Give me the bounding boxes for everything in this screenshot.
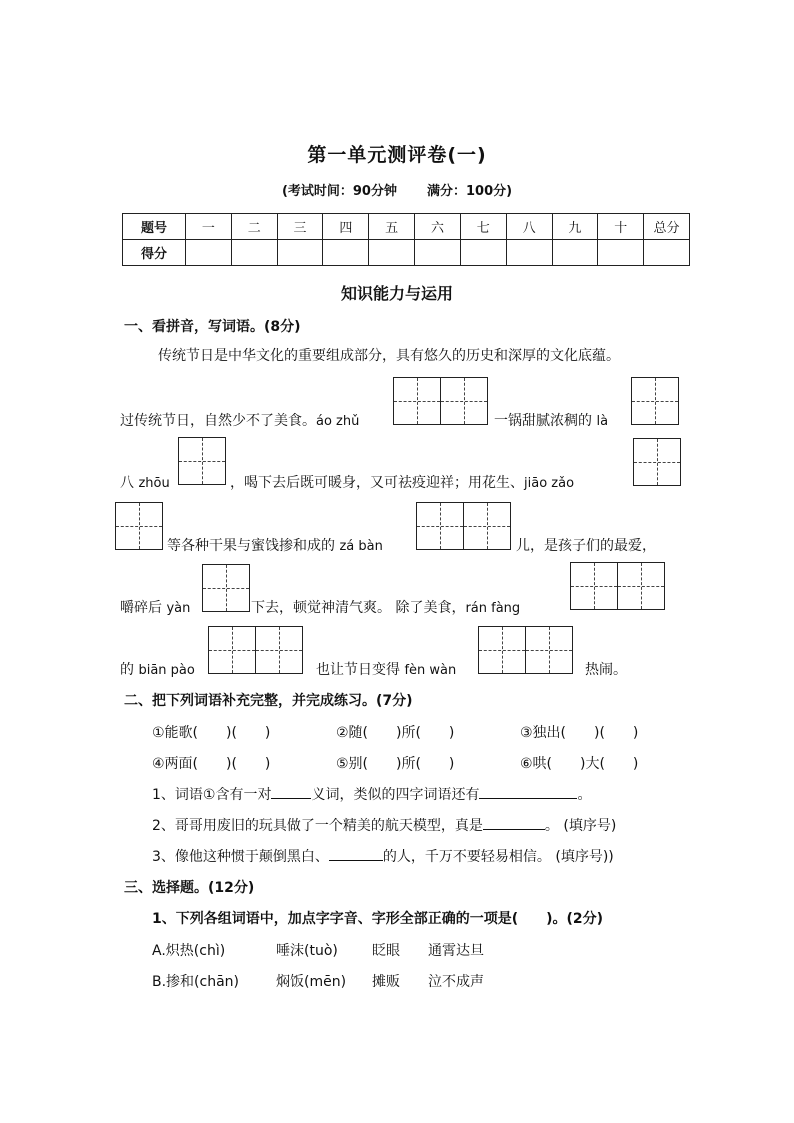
pinyin-prompt: là — [596, 414, 609, 429]
score-header-cell: 六 — [415, 214, 461, 240]
q1-text: 等各种干果与蜜饯掺和成的 — [167, 538, 335, 554]
writing-cell[interactable] — [255, 626, 303, 674]
score-cell[interactable] — [323, 240, 369, 266]
score-cell[interactable] — [644, 240, 690, 266]
q2-text: 义词，类似的四字词语还有 — [311, 787, 480, 803]
score-header-cell: 五 — [369, 214, 415, 240]
pinyin-prompt: zá bàn — [339, 539, 383, 554]
writing-cell[interactable] — [115, 502, 163, 550]
answer-grid-ranfang[interactable] — [570, 562, 665, 610]
writing-cell[interactable] — [631, 377, 679, 425]
option-a[interactable]: A.炽热(chì) — [152, 943, 226, 959]
score-cell[interactable] — [552, 240, 598, 266]
section-title: 知识能力与运用 — [340, 284, 453, 303]
fill-blank[interactable] — [271, 784, 311, 799]
q1-text-line — [251, 597, 520, 617]
score-header-cell: 七 — [460, 214, 506, 240]
score-header-cell: 八 — [506, 214, 552, 240]
q2-subquestion-3 — [152, 846, 614, 866]
q1-text-line: 热闹。 — [585, 662, 627, 678]
answer-grid-zhou[interactable] — [178, 437, 226, 485]
exam-time: (考试时间：90分钟 — [281, 184, 397, 199]
pinyin-prompt: zhōu — [138, 476, 170, 491]
writing-cell[interactable] — [525, 626, 573, 674]
idiom-item[interactable]: ②随( )所( ) — [336, 725, 455, 741]
q2-subquestion-1 — [152, 784, 591, 804]
q2-text: 的人，千万不要轻易相信。 (填序号)) — [382, 849, 614, 865]
writing-cell[interactable] — [617, 562, 665, 610]
score-header-cell: 十 — [598, 214, 644, 240]
option-b-word: 焖饭(mēn) — [276, 974, 347, 990]
q1-text: 也让节日变得 — [316, 662, 400, 678]
fill-blank[interactable] — [479, 784, 577, 799]
q1-text-line: 传统节日是中华文化的重要组成部分，具有悠久的历史和深厚的文化底蕴。 — [158, 348, 620, 364]
score-header-cell: 总分 — [644, 214, 690, 240]
answer-grid-aozhu[interactable] — [393, 377, 488, 425]
score-row-label: 得分 — [123, 240, 186, 266]
q2-text: 2、哥哥用废旧的玩具做了一个精美的航天模型，真是 — [152, 818, 483, 834]
answer-grid-la[interactable] — [631, 377, 679, 425]
score-cell[interactable] — [506, 240, 552, 266]
q2-text: 3、像他这种惯于颠倒黑白、 — [152, 849, 329, 865]
q1-text-line — [167, 535, 383, 555]
q1-text: ，喝下去后既可暖身，又可祛疫迎祥；用花生、 — [230, 475, 524, 491]
score-table-header-row — [123, 214, 690, 240]
score-cell[interactable] — [460, 240, 506, 266]
q1-text: 嚼碎后 — [120, 600, 162, 616]
q1-text: 的 — [120, 662, 134, 678]
score-header-cell: 九 — [552, 214, 598, 240]
q1-text-line — [120, 472, 170, 492]
q1-heading: 一、看拼音，写词语。(8分) — [124, 319, 301, 335]
writing-cell[interactable] — [208, 626, 256, 674]
q1-text-line — [230, 472, 574, 492]
score-cell[interactable] — [415, 240, 461, 266]
q2-text: 1、词语①含有一对 — [152, 787, 272, 803]
writing-cell[interactable] — [393, 377, 441, 425]
option-b-word: 摊贩 — [372, 974, 400, 990]
q1-text-line — [494, 410, 608, 430]
score-table-score-row — [123, 240, 690, 266]
writing-cell[interactable] — [416, 502, 464, 550]
q1-text: 一锅甜腻浓稠的 — [494, 413, 592, 429]
score-cell[interactable] — [186, 240, 232, 266]
q1-text: 过传统节日，自然少不了美食。 — [120, 413, 316, 429]
answer-grid-bianpao[interactable] — [208, 626, 303, 674]
writing-cell[interactable] — [478, 626, 526, 674]
score-table — [122, 213, 690, 266]
q1-text-line — [120, 410, 359, 430]
q3-subquestion-1: 1、下列各组词语中，加点字字音、字形全部正确的一项是( )。(2分) — [152, 911, 604, 927]
writing-cell[interactable] — [202, 564, 250, 612]
writing-cell[interactable] — [633, 438, 681, 486]
pinyin-prompt: yàn — [166, 601, 191, 616]
q1-text-line — [120, 597, 190, 617]
idiom-item[interactable]: ⑥哄( )大( ) — [520, 756, 639, 772]
idiom-item[interactable]: ①能歌( )( ) — [152, 725, 271, 741]
option-b[interactable]: B.掺和(chān) — [152, 974, 240, 990]
score-header-cell: 题号 — [123, 214, 186, 240]
option-a-word: 通霄达旦 — [428, 943, 484, 959]
score-cell[interactable] — [598, 240, 644, 266]
answer-grid-yan[interactable] — [202, 564, 250, 612]
q1-text-line — [316, 659, 456, 679]
writing-cell[interactable] — [178, 437, 226, 485]
page-title: 第一单元测评卷(一) — [307, 144, 487, 166]
fill-blank[interactable] — [329, 846, 383, 861]
score-cell[interactable] — [369, 240, 415, 266]
option-a-word: 唾沫(tuò) — [276, 943, 338, 959]
score-header-cell: 二 — [231, 214, 277, 240]
score-header-cell: 四 — [323, 214, 369, 240]
answer-grid-jiaozao[interactable] — [633, 438, 681, 486]
score-cell[interactable] — [277, 240, 323, 266]
writing-cell[interactable] — [463, 502, 511, 550]
pinyin-prompt: áo zhǔ — [316, 414, 360, 429]
idiom-item[interactable]: ③独出( )( ) — [520, 725, 639, 741]
exam-info — [0, 180, 794, 199]
option-b-word: 泣不成声 — [428, 974, 484, 990]
idiom-item[interactable]: ④两面( )( ) — [152, 756, 271, 772]
q1-text-line: 儿，是孩子们的最爱， — [516, 538, 656, 554]
q2-subquestion-2 — [152, 815, 616, 835]
q1-text: 八 — [120, 475, 134, 491]
idiom-item[interactable]: ⑤别( )所( ) — [336, 756, 455, 772]
answer-grid-zaban[interactable] — [416, 502, 511, 550]
q2-text: 。 (填序号) — [544, 818, 617, 834]
answer-grid-jiaozao-2[interactable] — [115, 502, 163, 550]
pinyin-prompt: jiāo zǎo — [524, 476, 575, 491]
score-header-cell: 一 — [186, 214, 232, 240]
q3-heading: 三、选择题。(12分) — [124, 880, 255, 896]
pinyin-prompt: rán fàng — [465, 601, 521, 616]
q1-text-line — [120, 659, 195, 679]
pinyin-prompt: fèn wàn — [404, 663, 457, 678]
answer-grid-fenwan[interactable] — [478, 626, 573, 674]
score-header-cell: 三 — [277, 214, 323, 240]
writing-cell[interactable] — [570, 562, 618, 610]
fill-blank[interactable] — [483, 815, 545, 830]
score-cell[interactable] — [231, 240, 277, 266]
writing-cell[interactable] — [440, 377, 488, 425]
exam-full-score: 满分：100分) — [426, 184, 513, 199]
option-a-word: 眨眼 — [372, 943, 400, 959]
pinyin-prompt: biān pào — [138, 663, 195, 678]
q2-text: 。 — [577, 787, 592, 803]
q1-text: 下去，顿觉神清气爽。 除了美食， — [251, 600, 466, 616]
q2-heading: 二、把下列词语补充完整，并完成练习。(7分) — [124, 693, 413, 709]
